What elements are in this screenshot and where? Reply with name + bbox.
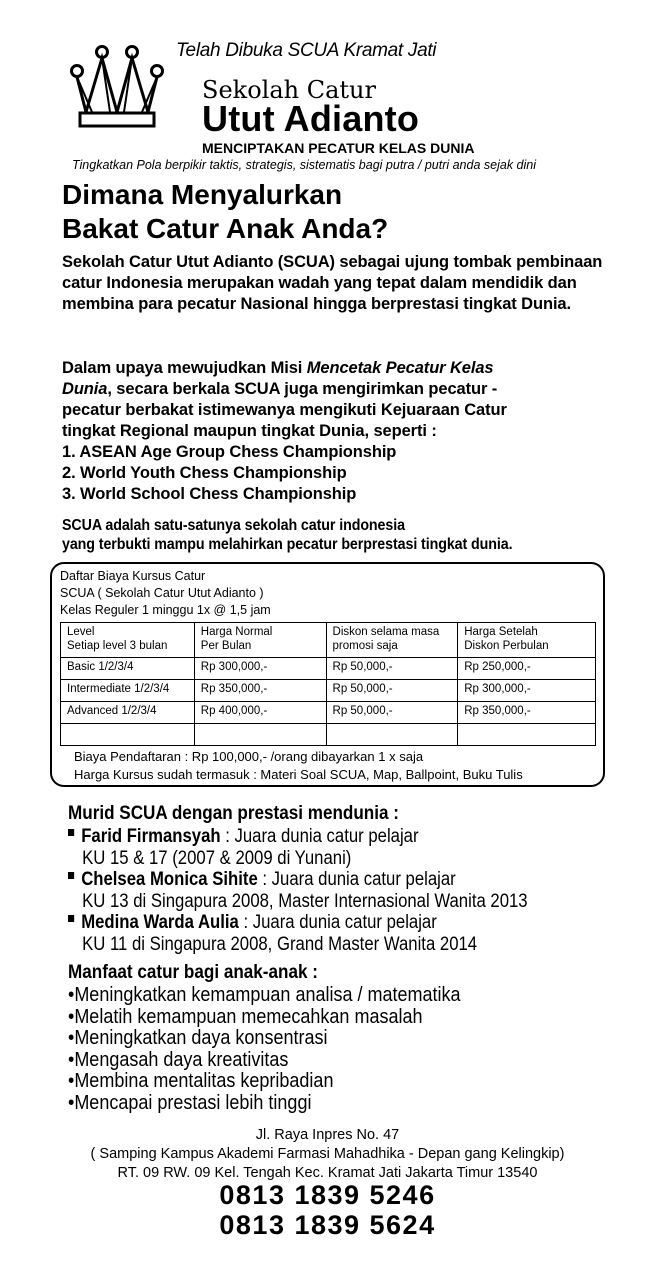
benefits-heading: Manfaat catur bagi anak-anak : (68, 962, 318, 983)
list-item: •Melatih kemampuan memecahkan masalah (68, 1005, 423, 1028)
pricing-title-1: Daftar Biaya Kursus Catur (60, 569, 206, 583)
table-row (61, 702, 596, 724)
tagline: Telah Dibuka SCUA Kramat Jati (176, 40, 437, 61)
intro-paragraph: Sekolah Catur Utut Adianto (SCUA) sebagai ujung tombak pembinaan catur Indonesia merupakan wadah yang tepat dalam mendidik dan membina para pecatur Nasional hingga berprestasi tingkat Dunia. (62, 253, 603, 313)
championship-item: 3. World School Chess Championship (62, 485, 357, 503)
header-cell: Harga Setelah Diskon Perbulan (458, 623, 596, 658)
table-cell: Basic 1/2/3/4 (61, 658, 195, 680)
table-cell: Rp 400,000,- (194, 702, 326, 724)
motto: MENCIPTAKAN PECATUR KELAS DUNIA (202, 140, 475, 156)
table-row (61, 658, 596, 680)
pricing-note-2: Harga Kursus sudah termasuk : Materi Soal SCUA, Map, Ballpoint, Buku Tulis (74, 767, 523, 782)
achievers-heading: Murid SCUA dengan prestasi mendunia : (68, 803, 399, 824)
benefits-list (68, 985, 461, 1114)
table-row (61, 680, 596, 702)
school-label: Sekolah Catur (202, 76, 376, 104)
p2-line4: tingkat Regional maupun tingkat Dunia, seperti : (62, 422, 437, 440)
p2-line1-start: Dalam upaya mewujudkan Misi (62, 359, 307, 377)
pricing-notes (74, 748, 523, 784)
achievers-list (68, 826, 528, 955)
list-item: •Mencapai prestasi lebih tinggi (68, 1091, 312, 1114)
claim-line-2: yang terbukti mampu melahirkan pecatur berprestasi tingkat dunia. (62, 536, 513, 553)
table-cell: Advanced 1/2/3/4 (61, 702, 195, 724)
list-item: Farid Firmansyah : Juara dunia catur pelajar (68, 826, 528, 848)
table-cell: Rp 300,000,- (458, 680, 596, 702)
p2-line1-italic: Mencetak Pecatur Kelas (306, 359, 494, 377)
claim (62, 516, 577, 554)
claim-line-1: SCUA adalah satu-satunya sekolah catur indonesia (62, 517, 405, 534)
table-row-empty (61, 724, 596, 746)
pricing-title (60, 568, 271, 619)
phone-number-1: 0813 1839 5246 (219, 1180, 436, 1210)
championship-item: 2. World Youth Chess Championship (62, 464, 347, 482)
pricing-table (60, 622, 596, 746)
table-cell: Rp 50,000,- (326, 702, 458, 724)
p2-line2-rest: , secara berkala SCUA juga mengirimkan pecatur - (107, 380, 498, 398)
subtitle: Tingkatkan Pola berpikir taktis, strategis, sistematis bagi putra / putri anda sejak dini (72, 158, 537, 172)
address-line-1: Jl. Raya Inpres No. 47 (255, 1127, 400, 1143)
p2-line3: pecatur berbakat istimewanya mengikuti Kejuaraan Catur (62, 401, 507, 419)
table-cell: Rp 50,000,- (326, 680, 458, 702)
table-cell: Rp 300,000,- (194, 658, 326, 680)
crown-icon (62, 42, 172, 132)
school-name: Utut Adianto (202, 98, 420, 139)
heading-line-1: Dimana Menyalurkan (62, 179, 343, 210)
table-cell: Rp 350,000,- (458, 702, 596, 724)
list-item: •Meningkatkan kemampuan analisa / matematika (68, 984, 461, 1006)
list-item: Chelsea Monica Sihite : Juara dunia catur pelajar (68, 869, 528, 891)
table-cell: Rp 250,000,- (458, 658, 596, 680)
table-cell: Rp 50,000,- (326, 658, 458, 680)
header-cell: Level Setiap level 3 bulan (61, 623, 195, 658)
list-item-detail: KU 13 di Singapura 2008, Master Internasional Wanita 2013 (82, 890, 528, 912)
address-line-3: RT. 09 RW. 09 Kel. Tengah Kec. Kramat Jati Jakarta Timur 13540 (117, 1165, 538, 1181)
list-item-detail: KU 11 di Singapura 2008, Grand Master Wanita 2014 (82, 933, 478, 955)
championship-item: 1. ASEAN Age Group Chess Championship (62, 443, 397, 461)
square-bullet-icon (68, 829, 74, 836)
table-cell: Rp 350,000,- (194, 680, 326, 702)
phone-number-2: 0813 1839 5624 (219, 1210, 436, 1240)
address-line-2: ( Samping Kampus Akademi Farmasi Mahadhika - Depan gang Kelingkip) (90, 1146, 565, 1162)
pricing-note-1: Biaya Pendaftaran : Rp 100,000,- /orang dibayarkan 1 x saja (74, 749, 424, 764)
square-bullet-icon (68, 872, 74, 879)
list-item-detail: KU 15 & 17 (2007 & 2009 di Yunani) (82, 847, 352, 869)
square-bullet-icon (68, 915, 74, 922)
table-header-row (61, 623, 596, 658)
p2-line2-italic: Dunia (62, 380, 108, 398)
header-cell: Diskon selama masa promosi saja (326, 623, 458, 658)
list-item: •Mengasah daya kreativitas (68, 1048, 289, 1071)
list-item: Medina Warda Aulia : Juara dunia catur pelajar (68, 912, 528, 934)
table-cell: Intermediate 1/2/3/4 (61, 680, 195, 702)
list-item: •Membina mentalitas kepribadian (68, 1070, 334, 1092)
mission-paragraph (62, 358, 622, 505)
pricing-title-3: Kelas Reguler 1 minggu 1x @ 1,5 jam (60, 603, 271, 617)
address (0, 1126, 655, 1183)
pricing-title-2: SCUA ( Sekolah Catur Utut Adianto ) (60, 586, 264, 600)
main-heading (62, 178, 388, 246)
header-cell: Harga Normal Per Bulan (194, 623, 326, 658)
list-item: •Meningkatkan daya konsentrasi (68, 1027, 328, 1049)
heading-line-2: Bakat Catur Anak Anda? (62, 213, 389, 244)
